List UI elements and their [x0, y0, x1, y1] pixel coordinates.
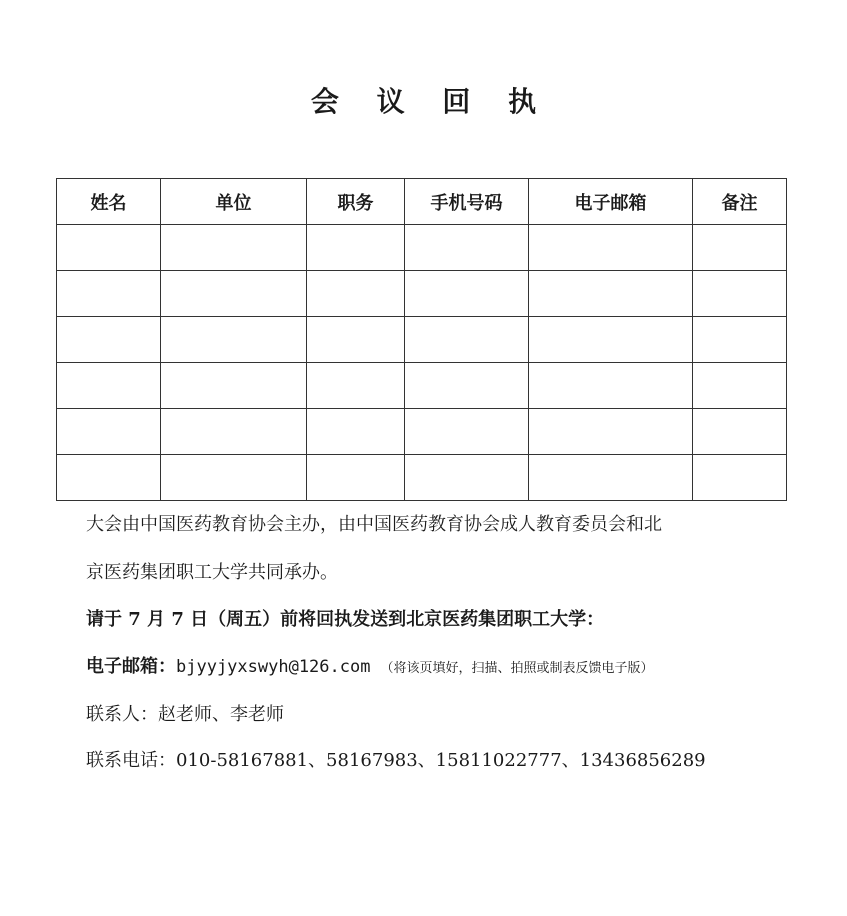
- table-cell[interactable]: [693, 271, 787, 317]
- email-note: （将该页填好，扫描、拍照或制表反馈电子版）: [380, 661, 654, 676]
- table-cell[interactable]: [57, 225, 161, 271]
- table-cell[interactable]: [693, 363, 787, 409]
- table-cell[interactable]: [529, 225, 693, 271]
- table-cell[interactable]: [529, 455, 693, 501]
- table-cell[interactable]: [307, 409, 405, 455]
- table-cell[interactable]: [161, 455, 307, 501]
- table-cell[interactable]: [529, 317, 693, 363]
- receipt-table: [56, 178, 787, 501]
- table-body: [57, 225, 787, 501]
- table-cell[interactable]: [161, 271, 307, 317]
- table-cell[interactable]: [307, 225, 405, 271]
- email-line: [86, 654, 653, 682]
- table-cell[interactable]: [161, 317, 307, 363]
- header-organization: 单位: [161, 179, 307, 225]
- table-cell[interactable]: [161, 363, 307, 409]
- phone-numbers: 010-58167881、58167983、15811022777、13436856289: [176, 750, 706, 771]
- table-row: [57, 363, 787, 409]
- table-cell[interactable]: [57, 455, 161, 501]
- intro-line-2: 京医药集团职工大学共同承办。: [86, 562, 338, 583]
- table-cell[interactable]: [693, 455, 787, 501]
- table-cell[interactable]: [307, 317, 405, 363]
- table-cell[interactable]: [405, 409, 529, 455]
- table-cell[interactable]: [161, 409, 307, 455]
- contact-persons: 联系人：赵老师、李老师: [86, 704, 284, 725]
- table-cell[interactable]: [307, 455, 405, 501]
- table-cell[interactable]: [693, 317, 787, 363]
- header-name: 姓名: [57, 179, 161, 225]
- table-cell[interactable]: [693, 225, 787, 271]
- table-cell[interactable]: [57, 317, 161, 363]
- table-cell[interactable]: [307, 363, 405, 409]
- table-row: [57, 271, 787, 317]
- table-cell[interactable]: [405, 317, 529, 363]
- table-cell[interactable]: [405, 363, 529, 409]
- table-cell[interactable]: [529, 271, 693, 317]
- table-row: [57, 317, 787, 363]
- phone-label: 联系电话：: [86, 750, 176, 771]
- table-cell[interactable]: [529, 363, 693, 409]
- header-mobile: 手机号码: [405, 179, 529, 225]
- table-cell[interactable]: [161, 225, 307, 271]
- header-email: 电子邮箱: [529, 179, 693, 225]
- table-cell[interactable]: [405, 271, 529, 317]
- table-header-row: [57, 179, 787, 225]
- header-remarks: 备注: [693, 179, 787, 225]
- table-cell[interactable]: [693, 409, 787, 455]
- email-address[interactable]: bjyyjyxswyh@126.com: [176, 657, 371, 677]
- intro-line-1: 大会由中国医药教育协会主办，由中国医药教育协会成人教育委员会和北: [86, 514, 662, 535]
- email-label: 电子邮箱：: [86, 656, 176, 677]
- table-row: [57, 409, 787, 455]
- document-title: 会 议 回 执: [310, 85, 551, 118]
- table-row: [57, 455, 787, 501]
- table-cell[interactable]: [57, 363, 161, 409]
- table-cell[interactable]: [405, 455, 529, 501]
- table-cell[interactable]: [405, 225, 529, 271]
- header-position: 职务: [307, 179, 405, 225]
- table-cell[interactable]: [529, 409, 693, 455]
- table-row: [57, 225, 787, 271]
- deadline-instruction: 请于 7 月 7 日（周五）前将回执发送到北京医药集团职工大学：: [86, 609, 605, 630]
- table-cell[interactable]: [57, 409, 161, 455]
- phone-line: [86, 748, 706, 774]
- table-cell[interactable]: [307, 271, 405, 317]
- table-cell[interactable]: [57, 271, 161, 317]
